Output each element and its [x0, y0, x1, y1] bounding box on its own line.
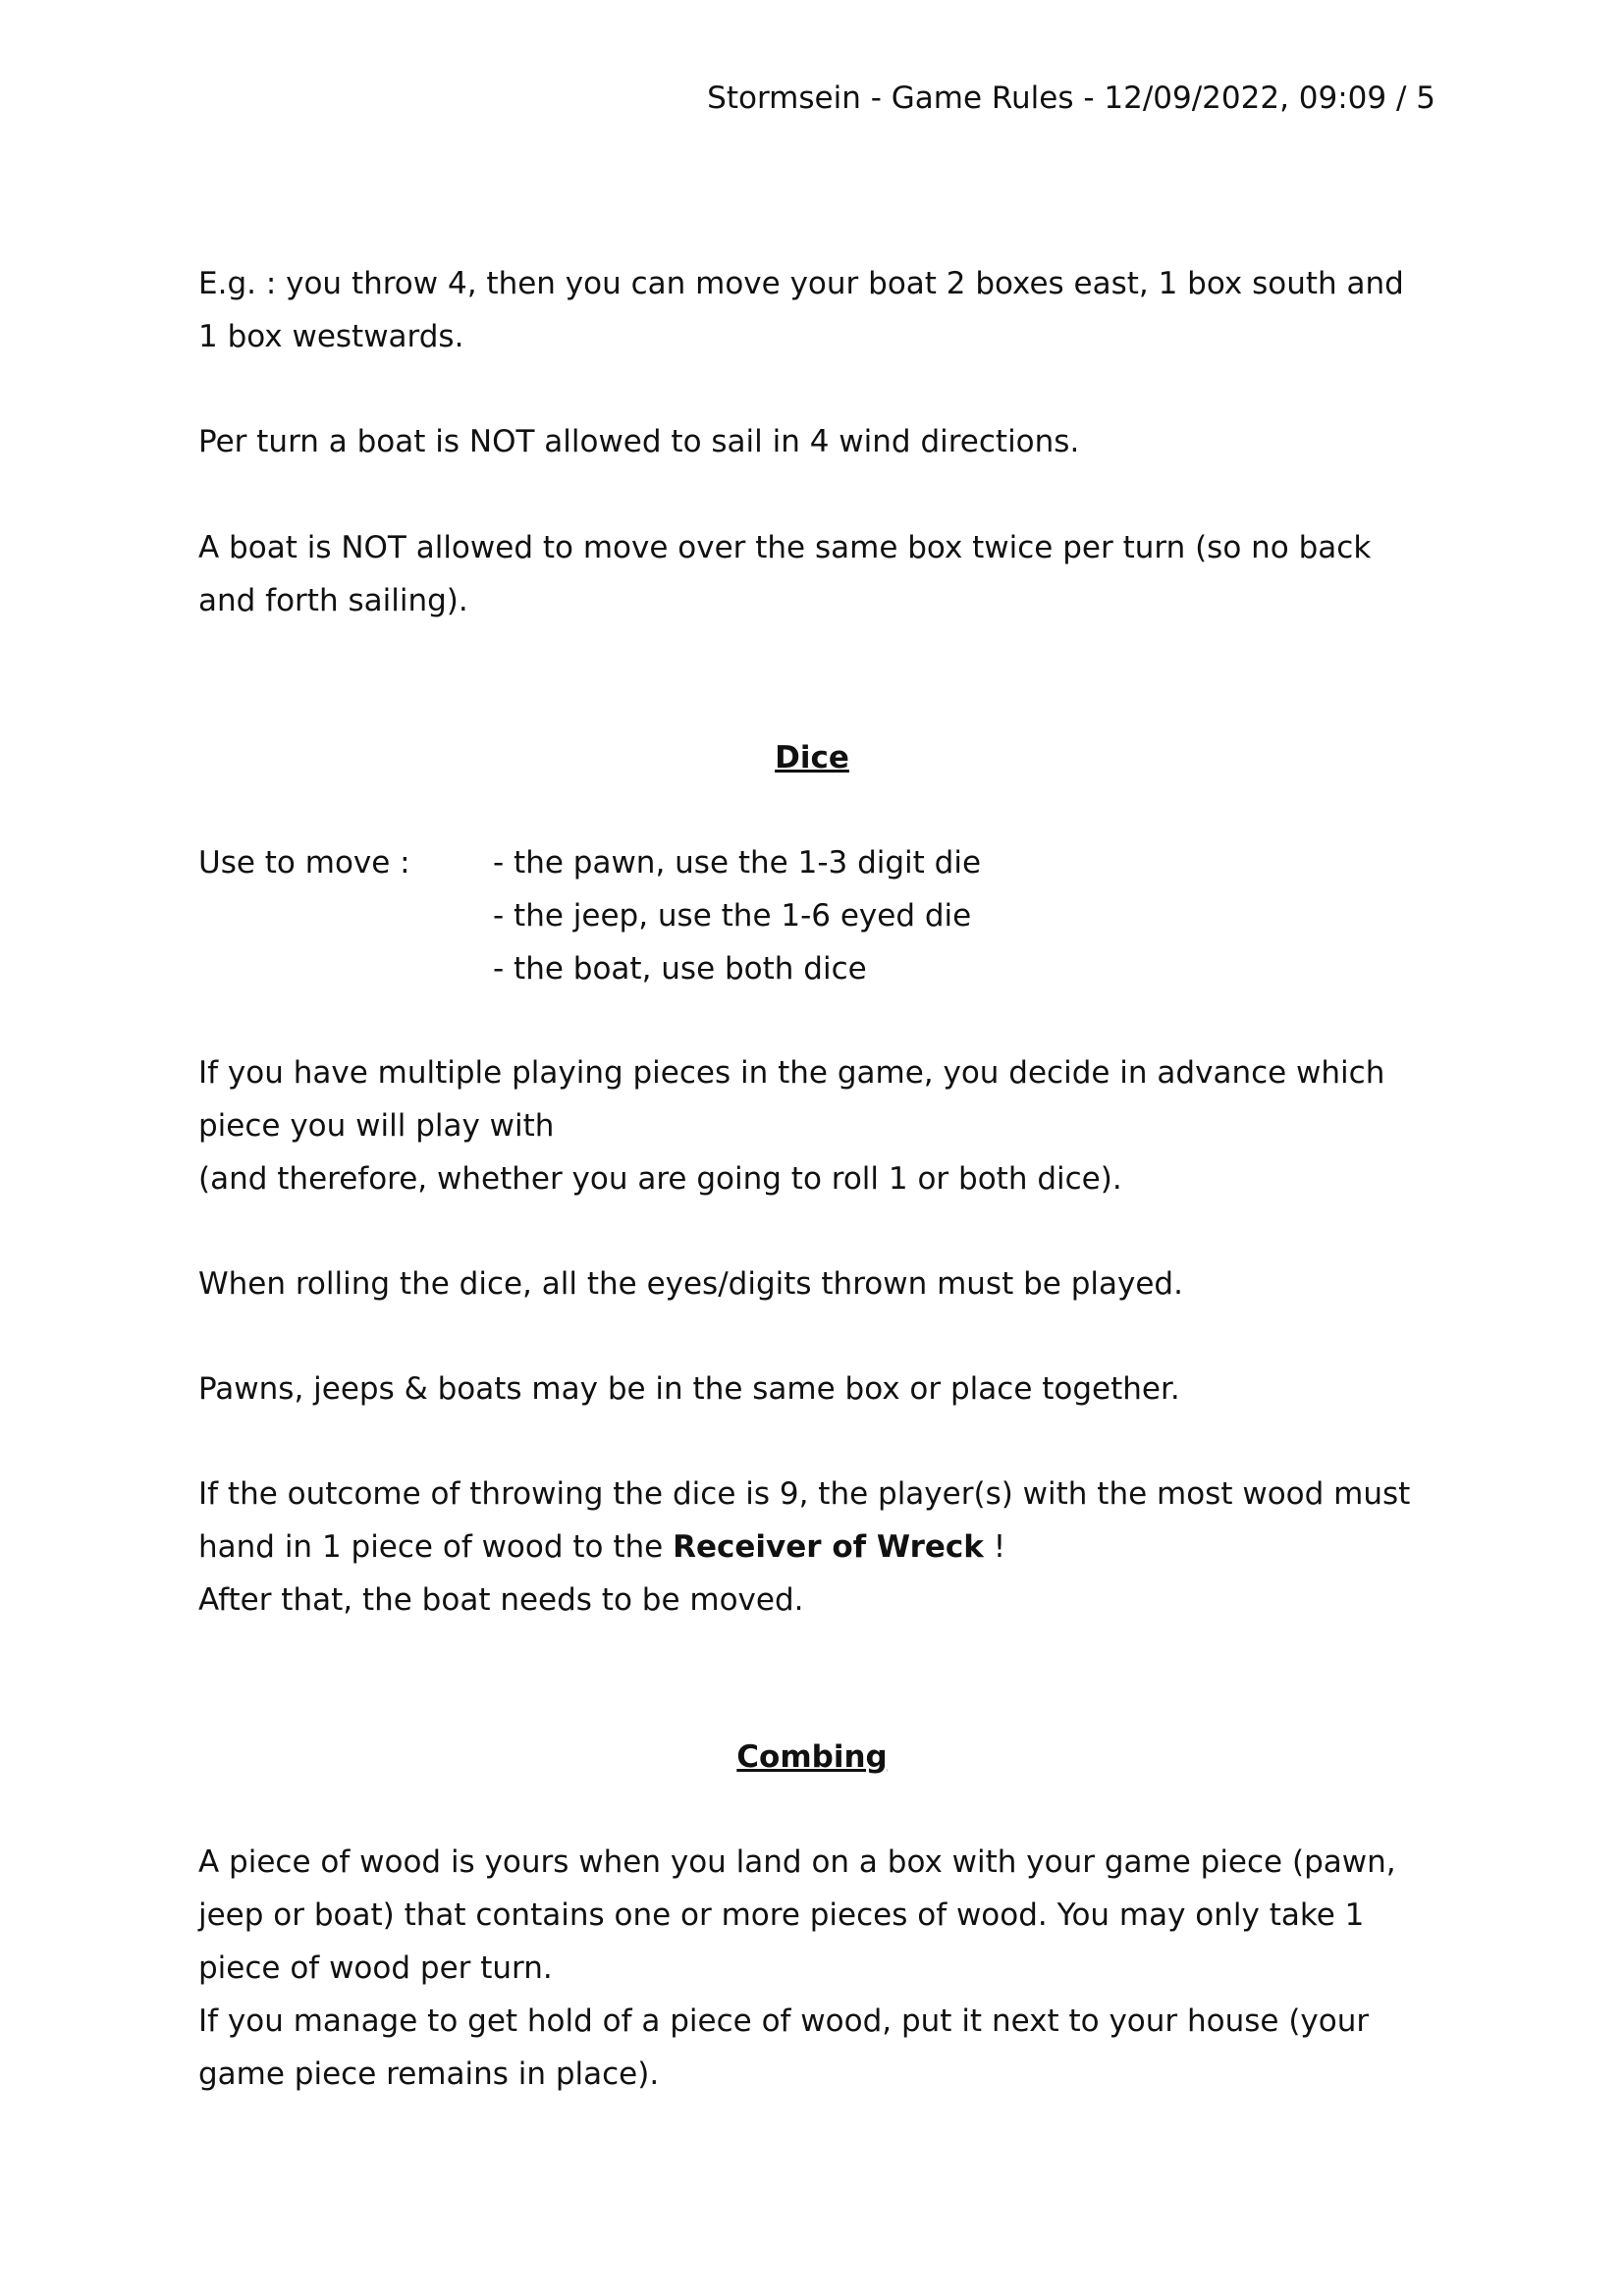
- nine-rule-exclaim: !: [983, 1529, 1006, 1565]
- example-paragraph: E.g. : you throw 4, then you can move your boat 2 boxes east, 1 box south and 1 box westwards.: [198, 266, 1404, 354]
- dice-heading: Dice: [775, 740, 849, 775]
- dice-usage-boat: - the boat, use both dice: [493, 951, 867, 987]
- combing-text-1: A piece of wood is yours when you land on a box with your game piece (pawn, jeep or boat) that contains one or more pieces of wood. You may only take 1 piece of wood per turn.: [198, 1844, 1396, 1986]
- combing-text-2: If you manage to get hold of a piece of wood, put it next to your house (your game piece remains in place).: [198, 2003, 1370, 2092]
- same-box-rule: Pawns, jeeps & boats may be in the same box or place together.: [198, 1371, 1180, 1407]
- nine-rule-text: If the outcome of throwing the dice is 9, the player(s) with the most wood must hand in 1 piece of wood to the: [198, 1476, 1411, 1565]
- dice-usage-pawn: - the pawn, use the 1-3 digit die: [493, 845, 982, 881]
- multiple-pieces-line-1: If you have multiple playing pieces in the game, you decide in advance which piece you will play with: [198, 1055, 1385, 1144]
- receiver-of-wreck-label: Receiver of Wreck: [673, 1529, 984, 1565]
- dice-usage-jeep: - the jeep, use the 1-6 eyed die: [493, 898, 972, 934]
- page-header: Stormsein - Game Rules - 12/09/2022, 09:09 / 5: [707, 80, 1435, 116]
- multiple-pieces-line-2: (and therefore, whether you are going to roll 1 or both dice).: [198, 1161, 1122, 1197]
- dice-usage-list: [493, 836, 981, 995]
- combing-paragraph: [198, 1836, 1426, 2101]
- dice-use-label: Use to move :: [198, 845, 410, 881]
- combing-heading: Combing: [736, 1739, 888, 1775]
- rule-same-box-twice: A boat is NOT allowed to move over the same box twice per turn (so no back and forth sailing).: [198, 530, 1372, 618]
- rule-wind-directions: Per turn a boat is NOT allowed to sail in 4 wind directions.: [198, 424, 1080, 459]
- nine-rule-paragraph: [198, 1468, 1426, 1627]
- nine-rule-followup: After that, the boat needs to be moved.: [198, 1582, 804, 1618]
- multiple-pieces-paragraph: [198, 1046, 1426, 1205]
- all-eyes-played-rule: When rolling the dice, all the eyes/digits thrown must be played.: [198, 1266, 1183, 1302]
